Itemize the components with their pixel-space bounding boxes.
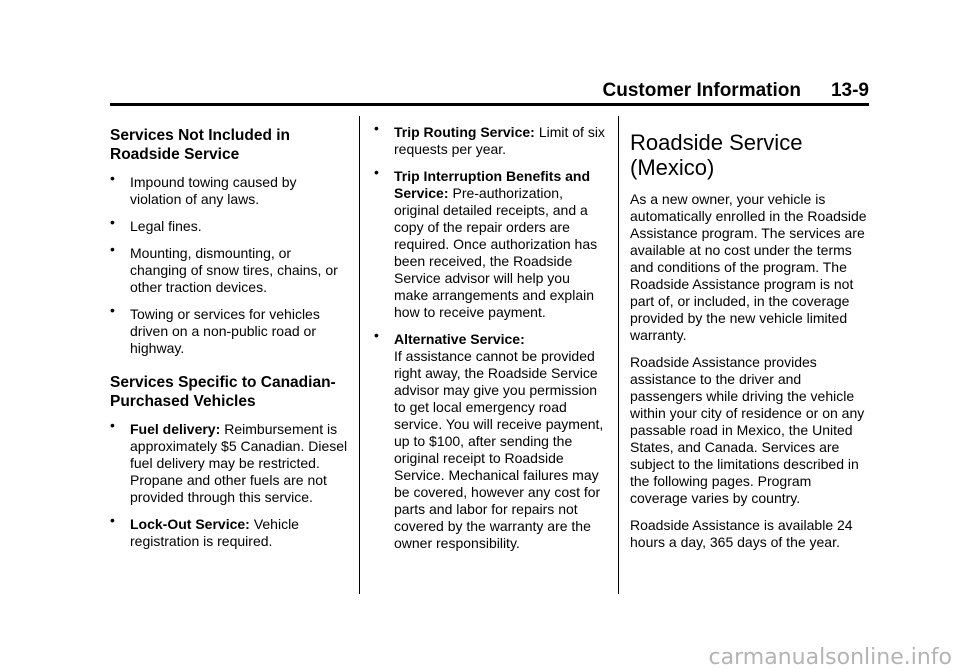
page-header — [603, 80, 869, 102]
list-item-text: Towing or services for vehicles driven on a non-public road or highway. — [130, 306, 320, 356]
bullet-icon: • — [110, 417, 115, 433]
list-item-text: Legal fines. — [130, 218, 202, 234]
list-item-text: Reimbursement is approximately $5 Canadian. Diesel fuel delivery may be restricted. Propane and other fuels are not provided through this service. — [130, 421, 348, 505]
list-item — [374, 327, 606, 552]
column-divider-1 — [359, 116, 360, 594]
list-item — [374, 164, 606, 321]
bullet-icon: • — [374, 120, 379, 136]
list-item-text: Limit of six requests per year. — [394, 124, 605, 157]
item-lead: Lock-Out Service: — [130, 516, 250, 532]
item-lead: Alternative Service: — [394, 331, 525, 347]
heading-mexico: Roadside Service (Mexico) — [630, 130, 803, 180]
list-item — [110, 241, 350, 296]
item-lead: Fuel delivery: — [130, 421, 221, 437]
item-lead: Trip Routing Service: — [394, 124, 535, 140]
list-item — [110, 417, 350, 506]
page-number: 13-9 — [830, 80, 869, 101]
not-included-list — [110, 170, 350, 357]
column-3 — [630, 130, 870, 561]
list-item — [110, 512, 350, 550]
list-item — [110, 170, 350, 208]
bullet-icon: • — [110, 241, 115, 257]
bullet-icon: • — [374, 164, 379, 180]
heading-not-included: Services Not Included in Roadside Service — [110, 127, 291, 163]
bullet-icon: • — [110, 302, 115, 318]
list-item-text: Pre-authorization, original detailed receipts, and a copy of the repair orders are required. Once authorization has been received, the Roadside Service advisor will help you make arrangements and explain how to receive payment. — [394, 185, 598, 320]
list-item-text: Impound towing caused by violation of any laws. — [130, 174, 297, 207]
header-rule — [110, 103, 869, 106]
section-title: Customer Information — [602, 80, 801, 101]
canadian-services-list — [110, 417, 350, 550]
watermark: carmanualsonline.info — [708, 645, 952, 670]
paragraph: Roadside Assistance provides assistance to the driver and passengers while driving the vehicle within your city of residence or on any passable road in Mexico, the United States, and Canada. Services are subject to the limitations described in the following pages. Program coverage varies by country. — [630, 354, 865, 506]
bullet-icon: • — [374, 327, 379, 343]
list-item — [110, 302, 350, 357]
paragraph: Roadside Assistance is available 24 hours a day, 365 days of the year. — [630, 517, 853, 550]
list-item-text: Vehicle registration is required. — [130, 516, 299, 549]
column-divider-2 — [618, 116, 619, 594]
list-item-text: Mounting, dismounting, or changing of snow tires, chains, or other traction devices. — [130, 245, 338, 295]
list-item-text: If assistance cannot be provided right away, the Roadside Service advisor may give you permission to get local emergency road service. You will receive payment, up to $100, after sending the original receipt to Roadside Service. Mechanical failures may be covered, however any cost for parts and labor for repairs not covered by the warranty are the owner responsibility. — [394, 348, 604, 551]
list-item — [110, 214, 350, 235]
heading-canadian: Services Specific to Canadian-Purchased Vehicles — [110, 374, 336, 410]
bullet-icon: • — [110, 170, 115, 186]
column-1 — [110, 126, 350, 560]
bullet-icon: • — [110, 214, 115, 230]
column-2 — [374, 120, 606, 562]
list-item — [374, 120, 606, 158]
services-list — [374, 120, 606, 552]
item-lead: Trip Interruption Benefits and Service: — [394, 168, 591, 201]
bullet-icon: • — [110, 512, 115, 528]
paragraph: As a new owner, your vehicle is automatically enrolled in the Roadside Assistance program. The services are available at no cost under the terms and conditions of the program. The Roadside Assistance program is not part of, or included, in the coverage provided by the new vehicle limited warranty. — [630, 191, 867, 343]
